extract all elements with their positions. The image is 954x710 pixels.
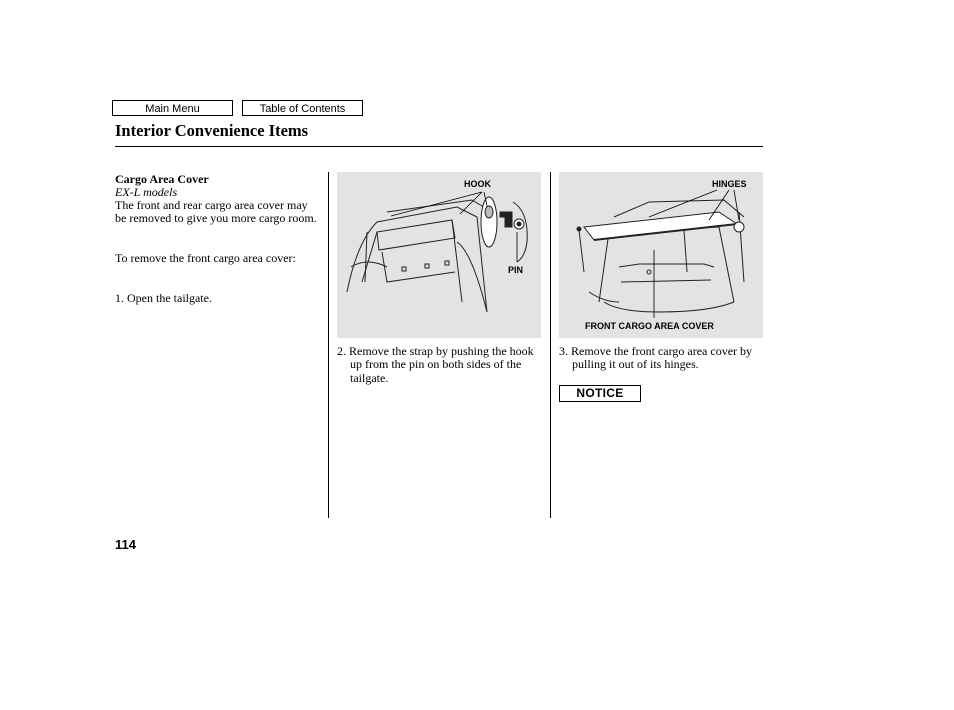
hook-label: HOOK: [464, 179, 491, 189]
pin-label: PIN: [508, 265, 524, 275]
step-1: 1. Open the tailgate.: [115, 291, 212, 305]
section-title: Cargo Area Cover: [115, 172, 209, 186]
title-divider: [115, 146, 763, 147]
step-3: 3. Remove the front cargo area cover by pulling it out of its hinges.: [559, 344, 753, 372]
cargo-cover-drawing: [559, 172, 763, 338]
section-subtitle: EX-L models: [115, 185, 178, 199]
notice-link[interactable]: NOTICE: [559, 385, 641, 402]
column-divider-2: [550, 172, 551, 518]
hook-pin-illustration: [337, 172, 541, 338]
front-cargo-cover-label: FRONT CARGO AREA COVER: [585, 321, 714, 331]
intro-paragraph: The front and rear cargo area cover may be removed to give you more cargo room.: [115, 198, 317, 226]
instruction-paragraph: To remove the front cargo area cover:: [115, 251, 296, 265]
main-menu-button[interactable]: Main Menu: [112, 100, 233, 116]
table-of-contents-button[interactable]: Table of Contents: [242, 100, 363, 116]
cargo-cover-illustration: [559, 172, 763, 338]
column-divider-1: [328, 172, 329, 518]
page-number: 114: [115, 537, 136, 552]
step-2: 2. Remove the strap by pushing the hook up from the pin on both sides of the tailgate.: [337, 344, 534, 385]
page-title: Interior Convenience Items: [115, 121, 309, 140]
hinges-label: HINGES: [712, 179, 747, 189]
tailgate-hook-drawing: [337, 172, 541, 338]
